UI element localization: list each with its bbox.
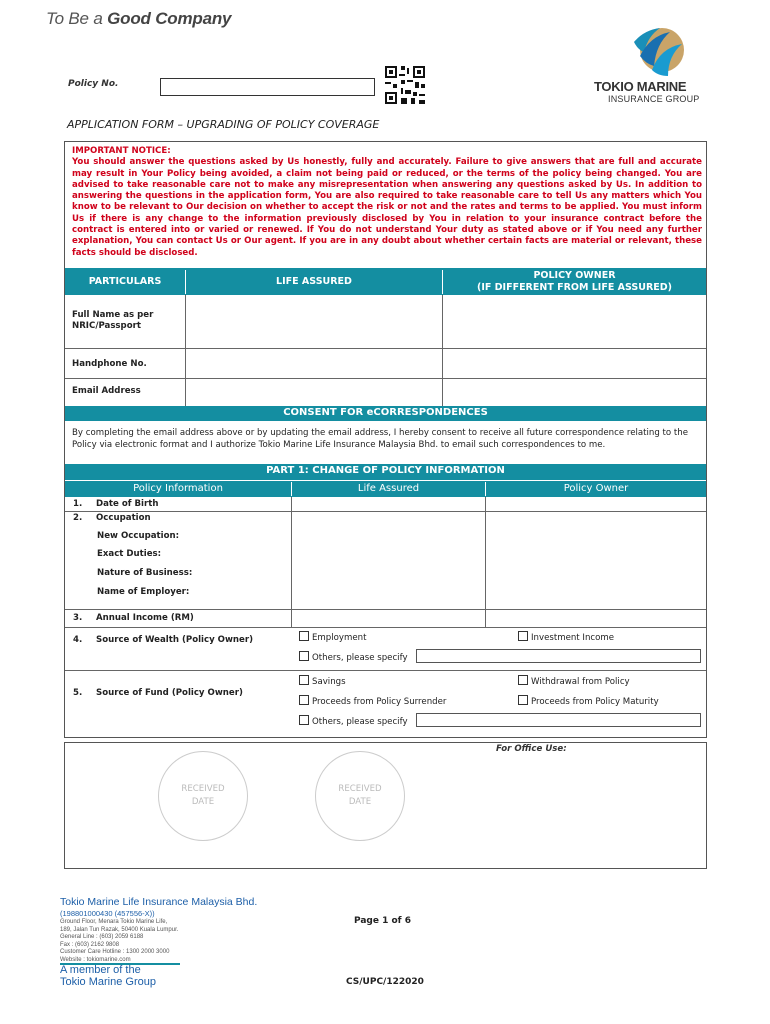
address-line-3: General Line : (603) 2059 6188 [60, 934, 144, 941]
handphone-label: Handphone No. [72, 359, 147, 369]
col-life-assured: LIFE ASSURED [276, 276, 352, 287]
occupation-label: Occupation [96, 513, 151, 523]
email-label: Email Address [72, 386, 141, 396]
policy-owner-dob-field[interactable] [486, 497, 706, 511]
life-assured-handphone-field[interactable] [186, 349, 442, 378]
wealth-investment-checkbox[interactable] [518, 631, 528, 641]
address-line-4: Fax : (603) 2162 9808 [60, 941, 120, 948]
address-line-6: Website : tokiomarine.com [60, 956, 131, 963]
fund-others-option[interactable] [299, 715, 408, 727]
notice-title: IMPORTANT NOTICE: [72, 146, 171, 156]
member-line-2: Tokio Marine Group [60, 976, 156, 988]
wealth-others-input[interactable] [416, 649, 701, 663]
row5-num: 5. [73, 688, 83, 698]
policy-no-input[interactable] [160, 78, 375, 96]
tagline-prefix: To Be a [46, 9, 108, 28]
wealth-investment-text: Investment Income [531, 633, 615, 643]
col-policy-owner-line1: POLICY OWNER [533, 269, 616, 281]
stamp1-line1: RECEIVED [181, 784, 225, 794]
consent-title: CONSENT FOR eCORRESPONDENCES [283, 407, 488, 418]
life-assured-occupation-field[interactable] [292, 512, 485, 609]
stamp2-line2: DATE [348, 797, 372, 807]
policy-owner-email-field[interactable] [443, 379, 706, 406]
col-policy-owner [443, 268, 706, 295]
part1-title: PART 1: CHANGE OF POLICY INFORMATION [266, 465, 505, 476]
row4-num: 4. [73, 635, 83, 645]
fund-surrender-text: Proceeds from Policy Surrender [312, 697, 447, 707]
wealth-others-text: Others, please specify [312, 653, 408, 663]
wealth-employment-text: Employment [312, 633, 367, 643]
policy-no-label: Policy No. [68, 79, 119, 89]
full-name-label-1: Full Name as per [72, 310, 154, 320]
stamp1-line2: DATE [191, 797, 215, 807]
fund-maturity-text: Proceeds from Policy Maturity [531, 697, 659, 707]
wealth-employment-option[interactable] [299, 631, 366, 643]
form-code: CS/UPC/122020 [346, 977, 424, 987]
company-name: Tokio Marine Life Insurance Malaysia Bhd. [60, 896, 258, 908]
notice-body: You should answer the questions asked by Us honestly, fully and accurately. Failure to give answers that are full and accurate may result in Your Policy being avoided, a claim not being paid or reduced, or the terms of the policy being changed. You are advised to take reasonable care not to make any misrepresentation when answering any questions asked by Us. In addition to answering the questions in the application form, You are also required to take reasonable care to tell Us any matters which You know to be relevant to Our decision on whether to accept the risk or not and the rates and terms to be applied. You must inform Us if there is any change to the information previously disclosed by You in relation to your insurance contract before the contract is entered into or varied or renewed. If You do not understand Your duty as stated above or if You need any further explanation, You can contact Us or Our agent. If you are in any doubt about whether certain facts are material or relevant, these facts should be disclosed. [72, 157, 702, 258]
fund-withdrawal-text: Withdrawal from Policy [531, 677, 630, 687]
logo-sub: INSURANCE GROUP [608, 94, 700, 104]
fund-withdrawal-option[interactable] [518, 675, 630, 687]
nature-business-label: Nature of Business: [97, 568, 193, 578]
annual-income-label: Annual Income (RM) [96, 613, 194, 623]
policy-owner-income-field[interactable] [486, 610, 706, 627]
source-fund-label: Source of Fund (Policy Owner) [96, 688, 243, 698]
fund-savings-text: Savings [312, 677, 346, 687]
received-date-stamp-2 [315, 751, 405, 841]
office-use-label: For Office Use: [496, 744, 567, 754]
new-occupation-label: New Occupation: [97, 531, 180, 541]
row3-num: 3. [73, 613, 83, 623]
exact-duties-label: Exact Duties: [97, 549, 162, 559]
full-name-label [72, 310, 153, 332]
fund-surrender-option[interactable] [299, 695, 446, 707]
member-statement [60, 964, 156, 988]
col-policy-owner-p1: Policy Owner [563, 483, 629, 494]
life-assured-dob-field[interactable] [292, 497, 485, 511]
full-name-label-2: NRIC/Passport [72, 321, 141, 331]
fund-savings-checkbox[interactable] [299, 675, 309, 685]
fund-savings-option[interactable] [299, 675, 346, 687]
col-life-assured-p1: Life Assured [357, 483, 420, 494]
source-wealth-label: Source of Wealth (Policy Owner) [96, 635, 254, 645]
fund-others-input[interactable] [416, 713, 701, 727]
member-line-1: A member of the [60, 964, 141, 976]
policy-owner-handphone-field[interactable] [443, 349, 706, 378]
wealth-others-option[interactable] [299, 651, 408, 663]
qr-code-icon [385, 66, 425, 104]
tagline [46, 9, 231, 29]
policy-owner-full-name-field[interactable] [443, 296, 706, 348]
wealth-others-checkbox[interactable] [299, 651, 309, 661]
fund-others-checkbox[interactable] [299, 715, 309, 725]
address-line-1: Ground Floor, Menara Tokio Marine Life, [60, 919, 168, 925]
fund-withdrawal-checkbox[interactable] [518, 675, 528, 685]
name-employer-label: Name of Employer: [97, 587, 190, 597]
wealth-employment-checkbox[interactable] [299, 631, 309, 641]
col-policy-info: Policy Information [133, 483, 223, 494]
life-assured-email-field[interactable] [186, 379, 442, 406]
fund-maturity-checkbox[interactable] [518, 695, 528, 705]
form-title: APPLICATION FORM – UPGRADING OF POLICY COVERAGE [67, 118, 380, 131]
logo-name: TOKIO MARINE [594, 79, 687, 94]
company-reg: (198801000430 (457556-X)) [60, 909, 155, 918]
wealth-investment-option[interactable] [518, 631, 614, 643]
address-line-5: Customer Care Hotline : 1300 2000 3000 [60, 949, 170, 956]
col-particulars: PARTICULARS [88, 276, 162, 287]
row1-num: 1. [73, 499, 83, 509]
life-assured-income-field[interactable] [292, 610, 485, 627]
fund-surrender-checkbox[interactable] [299, 695, 309, 705]
fund-maturity-option[interactable] [518, 695, 659, 707]
consent-text: By completing the email address above or by updating the email address, I hereby consent to receive all future correspondence relating to the Policy via electronic format and I authorize Tokio Marine Life Insurance Malaysia Bhd. to email such correspondences to me. [72, 428, 689, 450]
life-assured-full-name-field[interactable] [186, 296, 442, 348]
important-notice [72, 146, 702, 259]
dob-label: Date of Birth [96, 499, 159, 509]
tagline-bold: Good Company [107, 9, 232, 28]
fund-others-text: Others, please specify [312, 717, 408, 727]
company-address [60, 919, 220, 965]
tokio-marine-logo-icon [626, 22, 688, 84]
page-number: Page 1 of 6 [354, 916, 411, 926]
col-policy-owner-line2: (IF DIFFERENT FROM LIFE ASSURED) [477, 281, 672, 293]
row2-num: 2. [73, 513, 83, 523]
address-line-2: 189, Jalan Tun Razak, 50400 Kuala Lumpur. [60, 926, 179, 933]
received-date-stamp-1 [158, 751, 248, 841]
stamp2-line1: RECEIVED [338, 784, 382, 794]
policy-owner-occupation-field[interactable] [486, 512, 706, 609]
